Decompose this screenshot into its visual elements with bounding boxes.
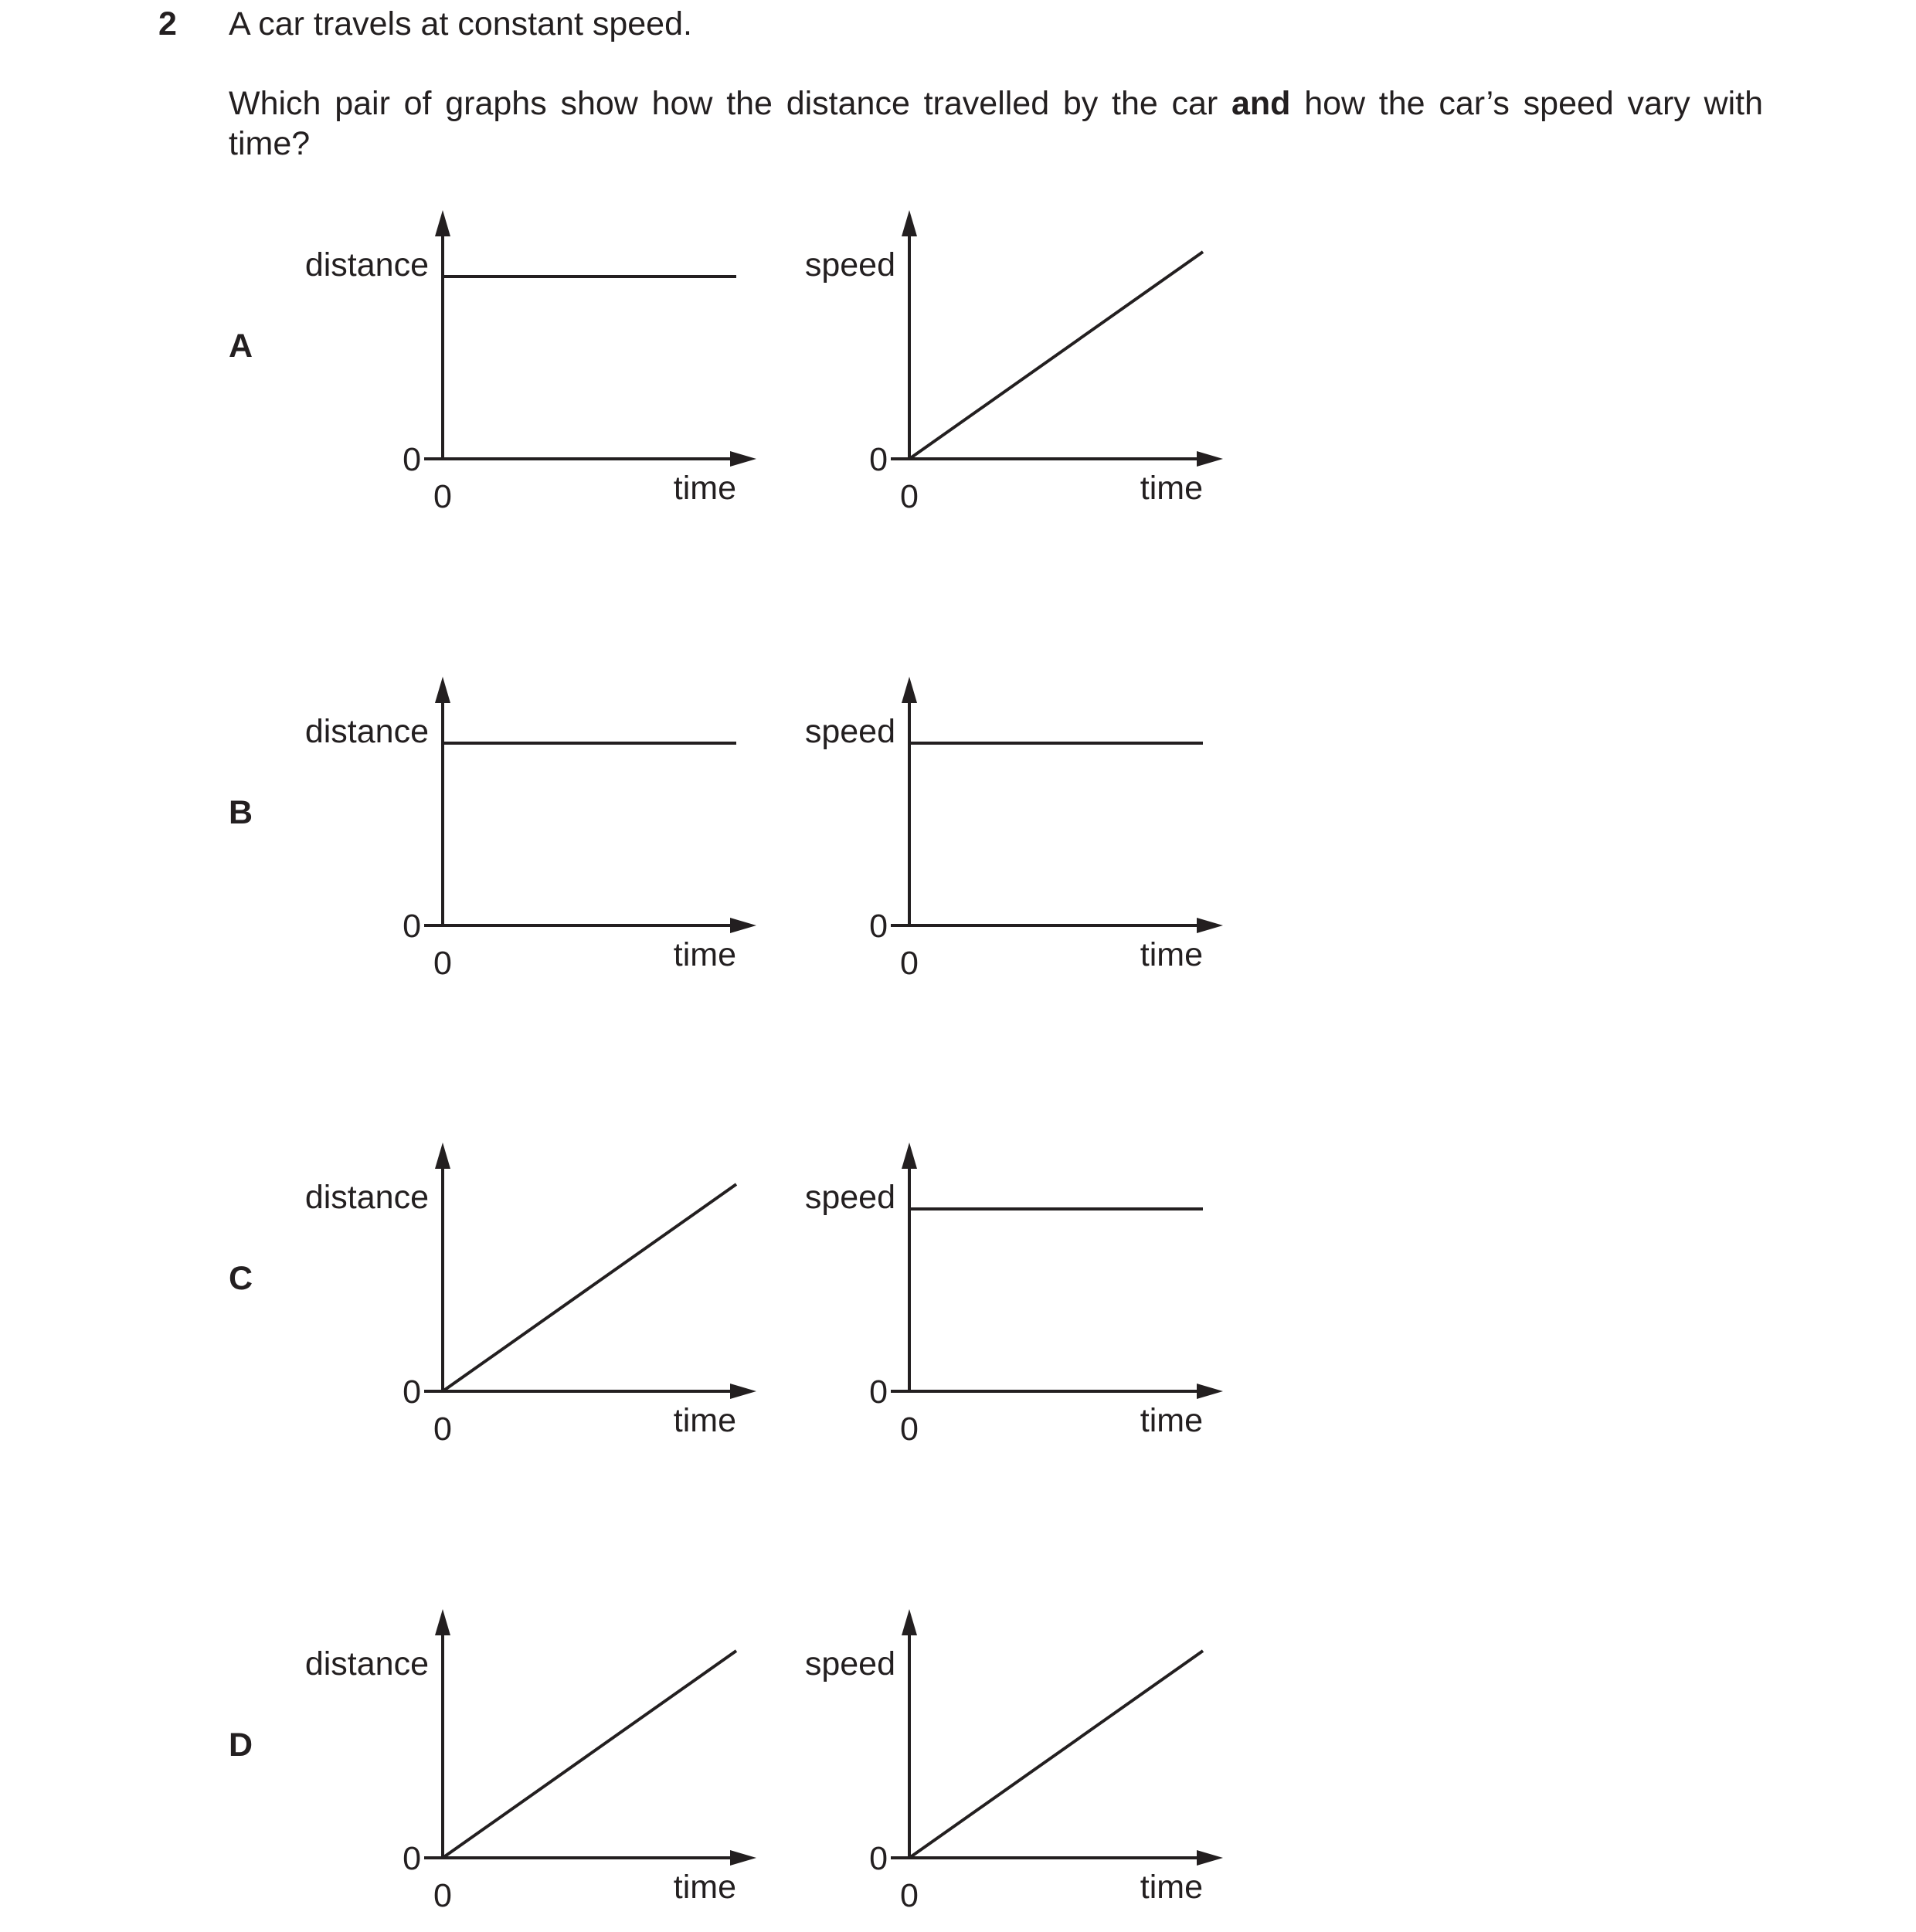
x-axis-arrow-icon <box>730 451 756 467</box>
x-axis-arrow-icon <box>730 1850 756 1866</box>
x-origin-label: 0 <box>433 1877 452 1914</box>
x-origin-label: 0 <box>900 1411 919 1448</box>
x-axis-label: time <box>1140 470 1203 507</box>
option-a <box>229 210 1223 515</box>
y-axis-label: speed <box>804 1179 895 1216</box>
x-axis-arrow-icon <box>1197 451 1223 467</box>
y-origin-label: 0 <box>869 1373 888 1411</box>
x-origin-label: 0 <box>433 478 452 515</box>
x-axis-label: time <box>1140 1402 1203 1439</box>
y-origin-label: 0 <box>403 1373 421 1411</box>
y-axis-arrow-icon <box>435 1609 450 1635</box>
option-letter: C <box>229 1260 253 1297</box>
y-axis-label: distance <box>304 1179 429 1216</box>
x-axis-arrow-icon <box>1197 1850 1223 1866</box>
option-b <box>229 677 1223 982</box>
graph-speed <box>805 1609 1223 1914</box>
question-stem: A car travels at constant speed. <box>229 5 692 42</box>
y-origin-label: 0 <box>869 1840 888 1877</box>
x-origin-label: 0 <box>900 945 919 982</box>
y-axis-label: distance <box>304 246 429 284</box>
option-letter: B <box>229 794 253 831</box>
y-axis-label: speed <box>804 246 895 284</box>
prompt-text-before: Which pair of graphs show how the distance travelled by the car <box>229 85 1231 122</box>
graph-speed <box>805 677 1223 982</box>
plot-line-rising <box>443 1184 736 1391</box>
graph-distance <box>305 1143 756 1448</box>
x-origin-label: 0 <box>900 1877 919 1914</box>
y-axis-label: distance <box>304 713 429 750</box>
x-axis-label: time <box>673 1402 736 1439</box>
y-axis-label: speed <box>804 1645 895 1682</box>
x-axis-label: time <box>673 1869 736 1906</box>
y-origin-label: 0 <box>403 908 421 945</box>
option-letter: D <box>229 1727 253 1764</box>
y-axis-arrow-icon <box>902 1609 917 1635</box>
x-axis-label: time <box>1140 936 1203 973</box>
y-axis-arrow-icon <box>902 210 917 236</box>
prompt-emphasis: and <box>1231 85 1291 122</box>
graph-speed <box>805 210 1223 515</box>
y-origin-label: 0 <box>403 1840 421 1877</box>
y-axis-arrow-icon <box>435 1143 450 1169</box>
x-axis-label: time <box>1140 1869 1203 1906</box>
graph-speed <box>805 1143 1223 1448</box>
graph-distance <box>305 1609 756 1914</box>
x-origin-label: 0 <box>433 1411 452 1448</box>
x-axis-arrow-icon <box>1197 918 1223 933</box>
plot-line-rising <box>909 252 1203 459</box>
x-axis-arrow-icon <box>730 1384 756 1399</box>
x-axis-label: time <box>673 936 736 973</box>
y-origin-label: 0 <box>869 908 888 945</box>
x-axis-label: time <box>673 470 736 507</box>
y-axis-arrow-icon <box>435 677 450 703</box>
graph-distance <box>305 210 756 515</box>
y-axis-arrow-icon <box>435 210 450 236</box>
option-c <box>229 1143 1223 1448</box>
y-origin-label: 0 <box>403 441 421 478</box>
option-letter: A <box>229 328 253 365</box>
y-origin-label: 0 <box>869 441 888 478</box>
y-axis-arrow-icon <box>902 1143 917 1169</box>
prompt-text-after: how the car’s speed vary with time? <box>229 85 1763 162</box>
y-axis-arrow-icon <box>902 677 917 703</box>
x-origin-label: 0 <box>433 945 452 982</box>
x-axis-arrow-icon <box>730 918 756 933</box>
graph-distance <box>305 677 756 982</box>
option-d <box>229 1609 1223 1914</box>
y-axis-label: speed <box>804 713 895 750</box>
x-origin-label: 0 <box>900 478 919 515</box>
x-axis-arrow-icon <box>1197 1384 1223 1399</box>
y-axis-label: distance <box>304 1645 429 1682</box>
question-number: 2 <box>158 5 177 42</box>
plot-line-rising <box>443 1651 736 1858</box>
plot-line-rising <box>909 1651 1203 1858</box>
